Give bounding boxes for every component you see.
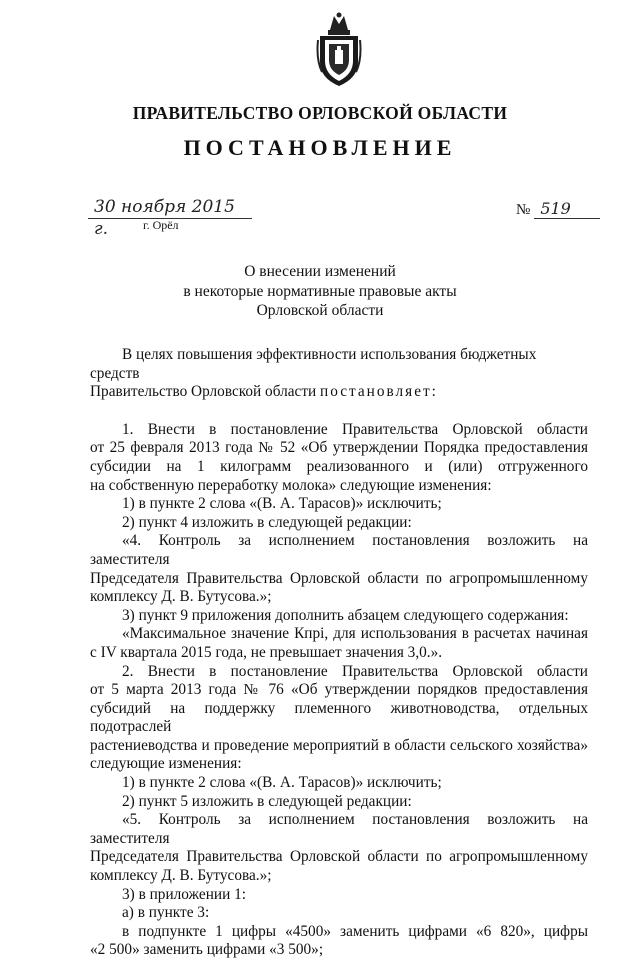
body-line: «2 500» заменить цифрами «3 500»; (90, 941, 324, 959)
body-line: растениеводства и проведение мероприятий в области сельского хозяйства» (90, 736, 588, 754)
decree-word: постановляет: (320, 383, 438, 401)
body-line: на собственную переработку молока» следующие изменения: (90, 476, 492, 494)
body-line: Председателя Правительства Орловской области по агропромышленному (90, 569, 588, 587)
body-line: следующие изменения: (90, 755, 242, 773)
document-subject (0, 262, 640, 321)
subject-line: в некоторые нормативные правовые акты (183, 282, 457, 300)
number-label: № (516, 202, 531, 218)
coat-of-arms-emblem (316, 10, 362, 88)
body-line: «Максимальное значение Кпрі, для использования в расчетах начиная (122, 625, 588, 643)
body-line: 3) в приложении 1: (122, 885, 246, 903)
body-line: «5. Контроль за исполнением постановления возложить на заместителя (90, 811, 588, 847)
body-line: «4. Контроль за исполнением постановления возложить на заместителя (90, 532, 588, 568)
body-line: 2) пункт 5 изложить в следующей редакции: (122, 792, 412, 810)
subject-line: О внесении изменений (244, 263, 396, 280)
body-line: В целях повышения эффективности использования бюджетных средств (90, 346, 537, 382)
body-line: с IV квартала 2015 года, не превышает значения 3,0.». (90, 643, 443, 661)
body-line: субсидий на поддержку племенного животноводства, отдельных подотраслей (90, 699, 588, 736)
document-body (90, 346, 588, 960)
body-line (90, 383, 588, 402)
body-line: а) в пункте 3: (122, 904, 210, 922)
body-line: 3) пункт 9 приложения дополнить абзацем следующего содержания: (122, 606, 569, 624)
body-line: субсидии на 1 килограмм реализованного и (или) отгруженного (90, 457, 588, 475)
document-date: 30 ноября 2015 г. (88, 196, 252, 219)
body-line: от 5 марта 2013 года № 76 «Об утверждении порядков предоставления (90, 681, 588, 699)
body-line: от 25 февраля 2013 года № 52 «Об утверждении Порядка предоставления (90, 439, 588, 457)
body-line: Председателя Правительства Орловской области по агропромышленному (90, 848, 588, 866)
body-line: комплексу Д. В. Бутусова.»; (90, 588, 272, 606)
document-type-title: ПОСТАНОВЛЕНИЕ (183, 135, 457, 160)
body-line: 2. Внести в постановление Правительства Орловской области (122, 662, 588, 680)
document-city: г. Орёл (143, 218, 179, 232)
organization-name: ПРАВИТЕЛЬСТВО ОРЛОВСКОЙ ОБЛАСТИ (132, 103, 508, 123)
body-line: 1. Внести в постановление Правительства Орловской области (122, 420, 588, 438)
body-line: комплексу Д. В. Бутусова.»; (90, 867, 272, 885)
body-line: 1) в пункте 2 слова «(В. А. Тарасов)» исключить; (122, 774, 442, 792)
body-line: в подпункте 1 цифры «4500» заменить цифрами «6 820», цифры (122, 922, 588, 940)
document-number (516, 200, 600, 219)
intro-text: Правительство Орловской области (90, 383, 321, 401)
subject-line: Орловской области (256, 302, 384, 319)
body-line: 1) в пункте 2 слова «(В. А. Тарасов)» исключить; (122, 495, 442, 513)
number-value: 519 (534, 200, 600, 219)
body-line: 2) пункт 4 изложить в следующей редакции: (122, 513, 412, 531)
